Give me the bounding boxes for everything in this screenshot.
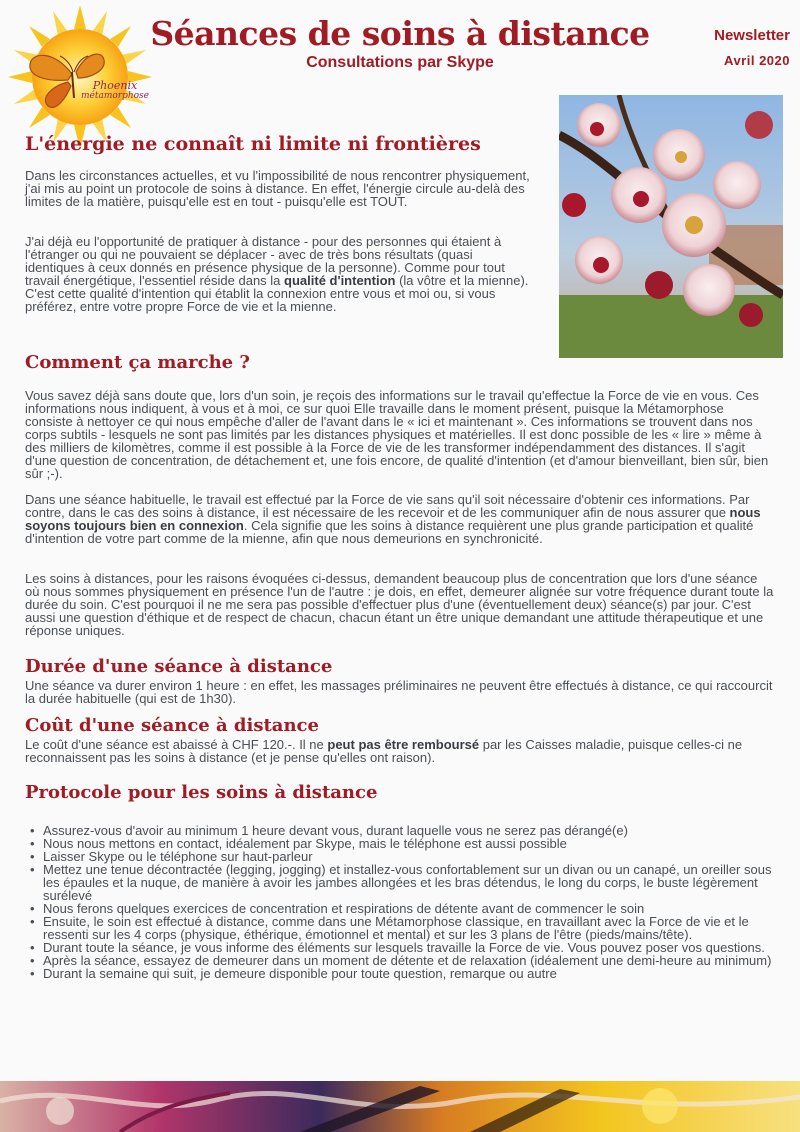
section-title-protocole: Protocole pour les soins à distance	[25, 782, 378, 803]
list-item: • Mettez une tenue décontractée (legging, jogging) et installez-vous confortablement sur un divan ou un canapé, un oreiller sous les épaules et la nuque, de manière à avoir les jambes allongées et les bras détendus, le long du corps, le buste légèrement surélevé	[43, 863, 778, 902]
list-item: • Nous ferons quelques exercices de concentration et respirations de détente avant de commencer le soin	[43, 902, 778, 915]
paragraph-cout	[25, 738, 775, 764]
section-title-comment: Comment ça marche ?	[25, 352, 250, 373]
logo-text	[70, 80, 160, 102]
newsletter-label: Newsletter	[714, 27, 790, 44]
logo-subtitle: métamorphose	[80, 91, 150, 101]
paragraph-energie-2	[25, 235, 530, 313]
list-item: • Ensuite, le soin est effectué à distance, comme dans une Métamorphose classique, en travaillant avec la Force de vie et le ressenti sur les 4 corps (physique, éthérique, émotionnel et mental) et sur les 3 plans de l'être (pieds/mains/tête).	[43, 915, 778, 941]
paragraph-comment-2	[25, 493, 775, 545]
section-title-cout: Coût d'une séance à distance	[25, 715, 319, 736]
logo-name: Phoenix	[92, 79, 138, 92]
section-title-energie: L'énergie ne connaît ni limite ni frontières	[25, 133, 481, 155]
newsletter-date: Avril 2020	[724, 53, 790, 68]
section-title-duree: Durée d'une séance à distance	[25, 656, 333, 677]
bold-qualite-intention: qualité d'intention	[284, 273, 396, 288]
text-run: Dans une séance habituelle, le travail est effectué par la Force de vie sans qu'il soit nécessaire d'obtenir ces informations. Par contre, dans le cas des soins à distance, il est nécessaire de les recevoir et de les communiquer afin de nous assurer que	[25, 492, 750, 520]
page-title: Séances de soins à distance	[150, 14, 650, 53]
list-item: • Après la séance, essayez de demeurer dans un moment de détente et de relaxation (idéalement une demi-heure au minimum)	[43, 954, 778, 967]
list-item: • Nous nous mettons en contact, idéalement par Skype, mais le téléphone est aussi possible	[43, 837, 778, 850]
list-item: • Durant la semaine qui suit, je demeure disponible pour toute question, remarque ou autre	[43, 967, 778, 980]
text-run: . Cela signifie que les soins à distance requièrent une plus grande participation et qualité d'intention de votre part comme de la mienne, afin que nous demeurions en synchronicité.	[25, 518, 754, 546]
list-item: • Assurez-vous d'avoir au minimum 1 heure devant vous, durant laquelle vous ne serez pas dérangé(e)	[43, 824, 778, 837]
bold-connexion: nous soyons toujours bien en connexion	[25, 505, 761, 533]
paragraph-comment-1: Vous savez déjà sans doute que, lors d'un soin, je reçois des informations sur le travail qu'effectue la Force de vie en vous. Ces informations nous indiquent, à vous et à moi, ce sur quoi Elle travaille dans le moment présent, puisque la Métamorphose consiste à nettoyer ce qui nous empêche d'aller de l'avant dans le « ici et maintenant ». Ces informations se trouvent dans nos corps subtils - lesquels ne sont pas limités par les distances physiques et matérielles. Il est donc possible de les « lire » même à des milliers de kilomètres, comme il est possible à la Force de vie de les transformer indépendamment des distances. Il s'agit d'une question de concentration, de détachement et, une fois encore, de qualité d'intention (et d'amour bienveillant, bien sûr, bien sûr ;-).	[25, 388, 769, 481]
footer-decorative-painting	[0, 1081, 800, 1132]
text-run: (la vôtre et la mienne). C'est cette qualité d'intention qui établit la connexion entre vous et moi ou, si vous préférez, entre votre propre Force de vie et la mienne.	[25, 273, 529, 314]
paragraph-duree: Une séance va durer environ 1 heure : en effet, les massages préliminaires ne peuvent être effectués à distance, ce qui raccourcit la durée habituelle (qui est de 1h30).	[25, 678, 773, 706]
text-run: J'ai déjà eu l'opportunité de pratiquer à distance - pour des personnes qui étaient à l'étranger ou qui ne pouvaient se déplacer - avec de très bons résultats (quasi identiques à ceux donnés en présence physique de la personne). Comme pour tout travail énergétique, l'essentiel réside dans la	[25, 234, 505, 288]
bold-rembourse: peut pas être remboursé	[327, 737, 480, 752]
list-item: • Durant toute la séance, je vous informe des éléments sur lesquels travaille la Force de vie. Vous pouvez poser vos questions.	[43, 941, 778, 954]
blossom-photo	[559, 95, 783, 358]
paragraph-comment-3: Les soins à distances, pour les raisons évoquées ci-dessus, demandent beaucoup plus de concentration que lors d'une séance où nous sommes physiquement en présence l'un de l'autre : je dois, en effet, demeurer alignée sur votre fréquence durant toute la durée du soin. C'est pourquoi il ne me sera pas possible d'effectuer plus d'une (éventuellement deux) séance(s) par jour. C'est aussi une question d'éthique et de respect de chacun, chacun étant un être unique demandant une attitude thérapeutique et une réponse uniques.	[25, 571, 774, 638]
protocol-steps-list	[43, 824, 778, 980]
text-run: par les Caisses maladie, puisque celles-ci ne reconnaissent pas les soins à distance (et je pense qu'elles ont raison).	[25, 737, 743, 765]
page-subtitle: Consultations par Skype	[306, 54, 494, 71]
text-run: Le coût d'une séance est abaissé à CHF 120.-. Il ne	[25, 737, 328, 752]
list-item: • Laisser Skype ou le téléphone sur haut-parleur	[43, 850, 778, 863]
paragraph-energie-1: Dans les circonstances actuelles, et vu l'impossibilité de nous rencontrer physiquement, j'ai mis au point un protocole de soins à distance. En effet, l'énergie circule au-delà des limites de la matière, puisqu'elle est en tout - puisqu'elle est TOUT.	[25, 168, 530, 209]
